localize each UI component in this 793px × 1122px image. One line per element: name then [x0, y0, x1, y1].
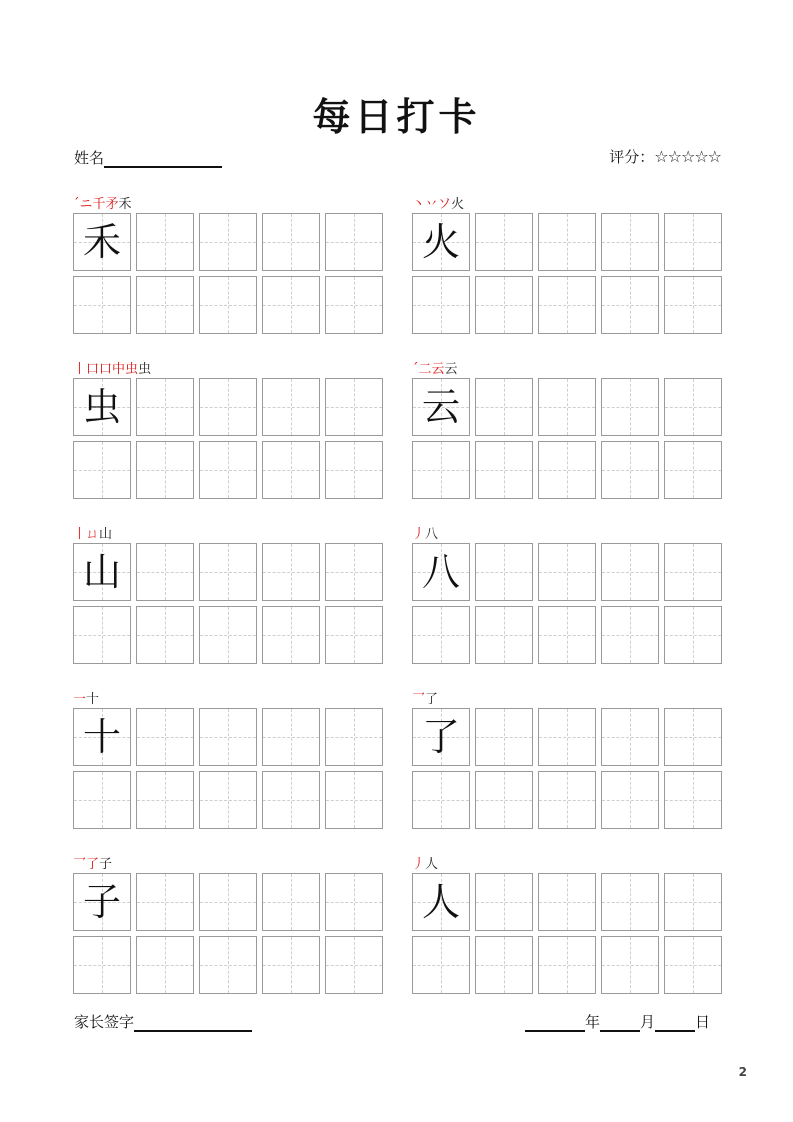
stroke-step: ㄩ	[86, 527, 100, 542]
parent-sign-label: 家长签字	[74, 1013, 135, 1031]
writing-cell[interactable]	[538, 873, 596, 931]
writing-cell[interactable]	[199, 378, 257, 436]
writing-cell[interactable]	[199, 441, 257, 499]
stroke-step: 了	[86, 857, 100, 872]
writing-cell[interactable]	[73, 441, 131, 499]
month-label: 月	[640, 1013, 656, 1031]
model-character: 虫	[82, 385, 121, 429]
writing-cell[interactable]	[136, 771, 194, 829]
practice-row	[73, 708, 385, 766]
writing-cell[interactable]	[199, 543, 257, 601]
model-character: 八	[421, 550, 460, 594]
writing-cell[interactable]	[73, 771, 131, 829]
writing-cell[interactable]	[136, 441, 194, 499]
writing-cell[interactable]	[136, 213, 194, 271]
practice-row	[73, 606, 385, 664]
writing-cell[interactable]	[136, 873, 194, 931]
writing-cell[interactable]	[136, 543, 194, 601]
writing-cell[interactable]	[538, 606, 596, 664]
stroke-step: ˊ	[412, 362, 419, 377]
writing-cell[interactable]	[475, 543, 533, 601]
writing-cell[interactable]	[601, 606, 659, 664]
page-title: 每日打卡	[312, 94, 481, 139]
writing-cell[interactable]	[475, 378, 533, 436]
model-character-cell	[73, 378, 131, 436]
stroke-step: 口	[99, 362, 113, 377]
stroke-step: 十	[86, 692, 100, 707]
writing-cell[interactable]	[538, 276, 596, 334]
writing-cell[interactable]	[538, 441, 596, 499]
writing-cell[interactable]	[601, 378, 659, 436]
writing-cell[interactable]	[136, 606, 194, 664]
writing-cell[interactable]	[601, 213, 659, 271]
stroke-step: 虫	[138, 362, 152, 377]
practice-row	[412, 708, 724, 766]
practice-row	[73, 771, 385, 829]
model-character: 人	[421, 880, 460, 924]
writing-cell[interactable]	[325, 873, 383, 931]
writing-cell[interactable]	[412, 441, 470, 499]
practice-row	[73, 441, 385, 499]
writing-cell[interactable]	[325, 213, 383, 271]
model-character: 山	[82, 550, 121, 594]
stroke-step: 口	[86, 362, 100, 377]
writing-cell[interactable]	[199, 276, 257, 334]
writing-cell[interactable]	[262, 441, 320, 499]
writing-cell[interactable]	[262, 378, 320, 436]
parent-signature	[74, 1011, 252, 1032]
writing-cell[interactable]	[136, 378, 194, 436]
name-field	[74, 147, 222, 168]
stroke-step: 丿	[412, 527, 426, 542]
stroke-step: ソ	[438, 197, 452, 212]
stroke-order	[412, 358, 458, 376]
writing-cell[interactable]	[412, 771, 470, 829]
model-character: 火	[421, 220, 460, 264]
stroke-step: 丨	[73, 362, 87, 377]
practice-row	[412, 606, 724, 664]
writing-cell[interactable]	[136, 936, 194, 994]
practice-row	[73, 378, 385, 436]
writing-cell[interactable]	[73, 936, 131, 994]
writing-cell[interactable]	[262, 771, 320, 829]
model-character-cell	[412, 873, 470, 931]
practice-row	[412, 543, 724, 601]
writing-cell[interactable]	[199, 708, 257, 766]
writing-cell[interactable]	[325, 441, 383, 499]
month-underline[interactable]	[600, 1012, 640, 1032]
stroke-step: 乛	[73, 857, 87, 872]
writing-cell[interactable]	[199, 936, 257, 994]
writing-cell[interactable]	[475, 441, 533, 499]
writing-cell[interactable]	[325, 606, 383, 664]
practice-row	[412, 378, 724, 436]
practice-row	[412, 276, 724, 334]
stroke-order	[73, 523, 112, 541]
writing-cell[interactable]	[664, 708, 722, 766]
score-field	[609, 146, 721, 167]
model-character: 十	[82, 715, 121, 759]
practice-row	[73, 213, 385, 271]
practice-row	[412, 936, 724, 994]
model-character-cell	[412, 213, 470, 271]
writing-cell[interactable]	[262, 276, 320, 334]
writing-cell[interactable]	[325, 771, 383, 829]
stroke-order	[412, 193, 464, 211]
writing-cell[interactable]	[412, 936, 470, 994]
writing-cell[interactable]	[199, 606, 257, 664]
stroke-step: 矛	[105, 197, 119, 212]
stroke-step: 丷	[425, 197, 439, 212]
writing-cell[interactable]	[262, 873, 320, 931]
writing-cell[interactable]	[325, 936, 383, 994]
model-character: 云	[421, 385, 460, 429]
model-character: 禾	[82, 220, 121, 264]
model-character-cell	[73, 708, 131, 766]
writing-cell[interactable]	[325, 708, 383, 766]
writing-cell[interactable]	[664, 276, 722, 334]
day-label: 日	[695, 1013, 711, 1031]
writing-cell[interactable]	[538, 771, 596, 829]
date-field	[525, 1011, 710, 1032]
stroke-step: 丶	[412, 197, 426, 212]
practice-row	[412, 873, 724, 931]
writing-cell[interactable]	[475, 936, 533, 994]
stroke-step: 火	[451, 197, 465, 212]
practice-row	[73, 936, 385, 994]
stroke-step: 了	[425, 692, 439, 707]
writing-cell[interactable]	[199, 771, 257, 829]
model-character-cell	[412, 543, 470, 601]
score-label: 评分：	[609, 148, 655, 166]
stroke-step: 丨	[73, 527, 87, 542]
practice-row	[412, 771, 724, 829]
stroke-order	[412, 523, 438, 541]
name-label: 姓名	[74, 149, 105, 167]
stroke-order	[73, 688, 99, 706]
stroke-step: 云	[431, 362, 445, 377]
writing-cell[interactable]	[664, 213, 722, 271]
year-underline[interactable]	[525, 1012, 585, 1032]
stroke-order	[412, 853, 438, 871]
writing-cell[interactable]	[325, 378, 383, 436]
writing-cell[interactable]	[475, 873, 533, 931]
stroke-step: ˊ	[73, 197, 80, 212]
stroke-step: 一	[73, 692, 87, 707]
writing-cell[interactable]	[475, 708, 533, 766]
stroke-step: 人	[425, 857, 439, 872]
model-character-cell	[73, 213, 131, 271]
writing-cell[interactable]	[412, 276, 470, 334]
writing-cell[interactable]	[262, 936, 320, 994]
writing-cell[interactable]	[136, 708, 194, 766]
writing-cell[interactable]	[601, 543, 659, 601]
writing-cell[interactable]	[538, 213, 596, 271]
model-character-cell	[73, 873, 131, 931]
stroke-step: 二	[418, 362, 432, 377]
writing-cell[interactable]	[664, 771, 722, 829]
writing-cell[interactable]	[538, 378, 596, 436]
writing-cell[interactable]	[475, 276, 533, 334]
writing-cell[interactable]	[262, 606, 320, 664]
stroke-step: 云	[444, 362, 458, 377]
model-character: 了	[421, 715, 460, 759]
stroke-step: 虫	[125, 362, 139, 377]
year-label: 年	[585, 1013, 601, 1031]
writing-cell[interactable]	[601, 441, 659, 499]
writing-cell[interactable]	[601, 708, 659, 766]
writing-cell[interactable]	[664, 936, 722, 994]
writing-cell[interactable]	[601, 936, 659, 994]
writing-cell[interactable]	[412, 606, 470, 664]
page-number: 2	[738, 1065, 747, 1079]
writing-cell[interactable]	[475, 606, 533, 664]
day-underline[interactable]	[655, 1012, 695, 1032]
stroke-step: 山	[99, 527, 113, 542]
writing-cell[interactable]	[601, 276, 659, 334]
model-character-cell	[412, 378, 470, 436]
writing-cell[interactable]	[601, 771, 659, 829]
parent-sign-underline[interactable]	[134, 1012, 252, 1032]
stroke-order	[73, 853, 112, 871]
writing-cell[interactable]	[475, 213, 533, 271]
writing-cell[interactable]	[199, 213, 257, 271]
stroke-step: 禾	[118, 197, 132, 212]
model-character-cell	[412, 708, 470, 766]
stroke-order	[412, 688, 438, 706]
score-stars-icon: ☆☆☆☆☆	[654, 147, 721, 166]
writing-cell[interactable]	[664, 873, 722, 931]
model-character-cell	[73, 543, 131, 601]
stroke-step: ニ	[79, 197, 93, 212]
writing-cell[interactable]	[325, 543, 383, 601]
practice-row	[412, 213, 724, 271]
stroke-step: 千	[92, 197, 106, 212]
model-character: 子	[82, 880, 121, 924]
writing-cell[interactable]	[664, 378, 722, 436]
stroke-order	[73, 193, 132, 211]
writing-cell[interactable]	[601, 873, 659, 931]
practice-row	[73, 276, 385, 334]
writing-cell[interactable]	[73, 606, 131, 664]
name-underline[interactable]	[104, 148, 222, 168]
stroke-step: 乛	[412, 692, 426, 707]
writing-cell[interactable]	[262, 708, 320, 766]
writing-cell[interactable]	[664, 543, 722, 601]
practice-row	[412, 441, 724, 499]
writing-cell[interactable]	[262, 543, 320, 601]
writing-cell[interactable]	[538, 708, 596, 766]
writing-cell[interactable]	[325, 276, 383, 334]
writing-cell[interactable]	[136, 276, 194, 334]
stroke-order	[73, 358, 151, 376]
stroke-step: 八	[425, 527, 439, 542]
writing-cell[interactable]	[664, 441, 722, 499]
writing-cell[interactable]	[538, 543, 596, 601]
stroke-step: 中	[112, 362, 126, 377]
writing-cell[interactable]	[73, 276, 131, 334]
stroke-step: 子	[99, 857, 113, 872]
stroke-step: 丿	[412, 857, 426, 872]
writing-cell[interactable]	[538, 936, 596, 994]
practice-row	[73, 873, 385, 931]
writing-cell[interactable]	[199, 873, 257, 931]
writing-cell[interactable]	[475, 771, 533, 829]
writing-cell[interactable]	[262, 213, 320, 271]
practice-row	[73, 543, 385, 601]
writing-cell[interactable]	[664, 606, 722, 664]
